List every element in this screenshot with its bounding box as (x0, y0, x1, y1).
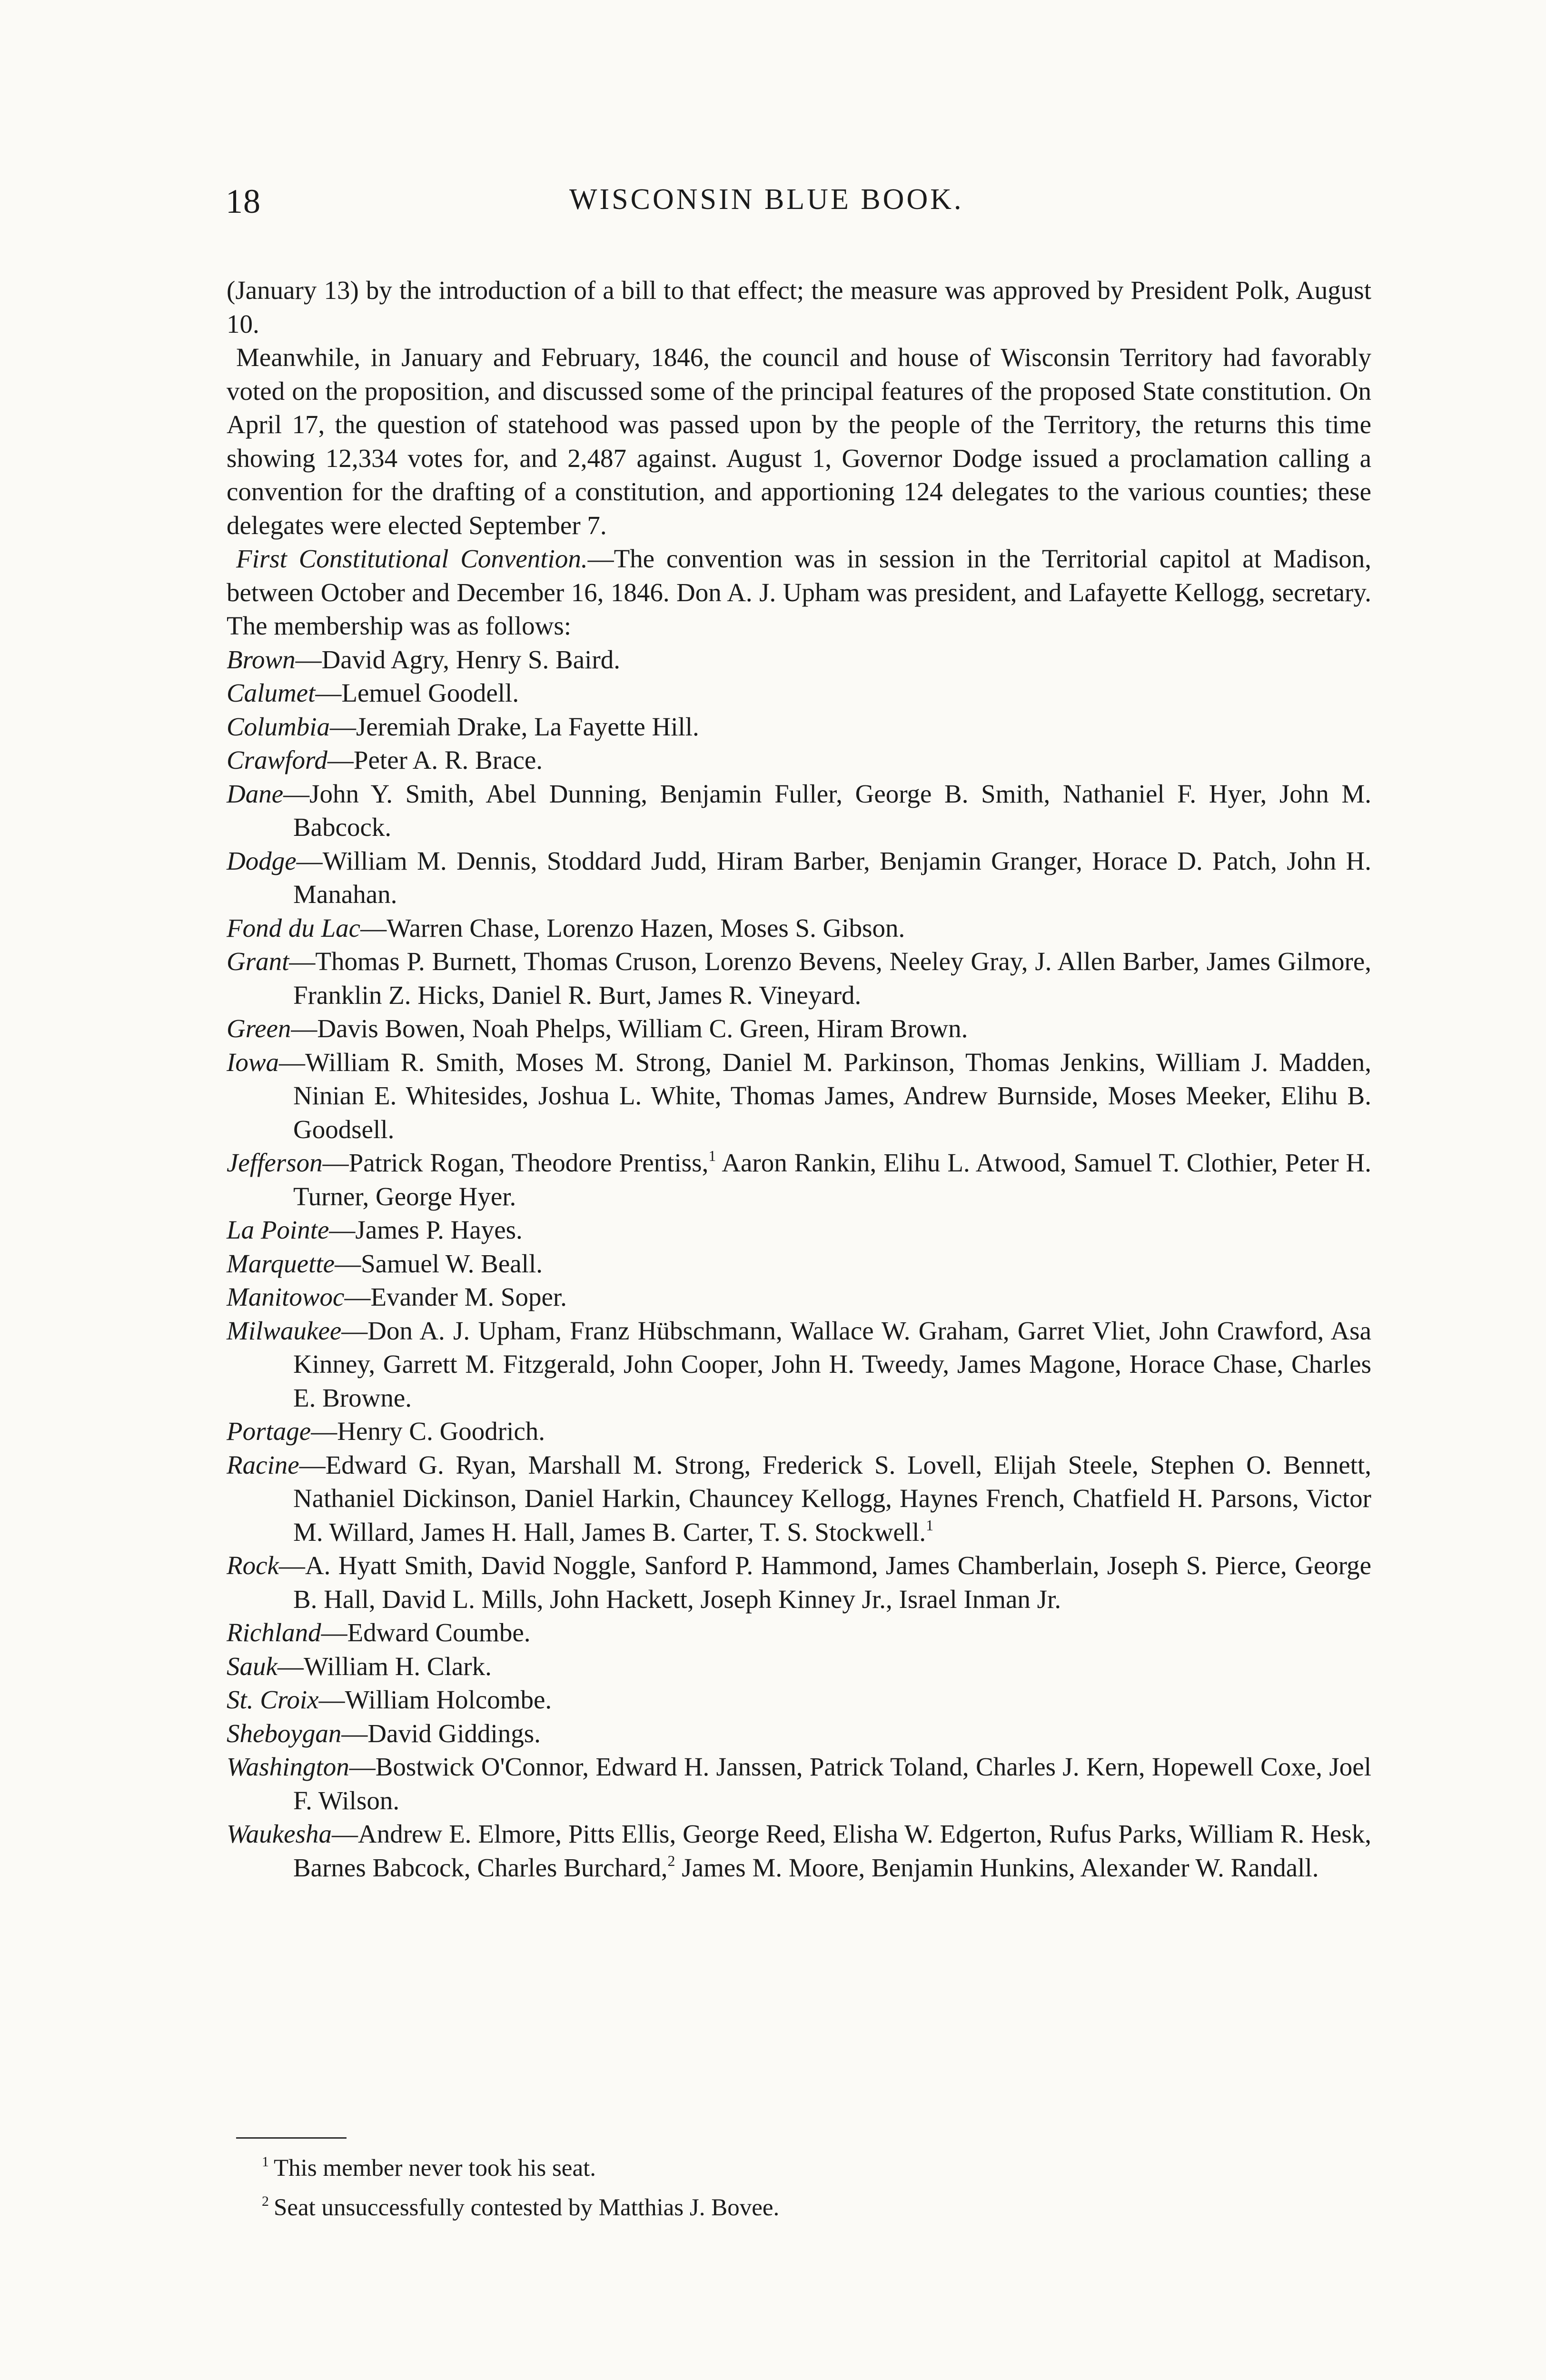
convention-paragraph (227, 542, 1371, 643)
county-name: Dane (227, 779, 284, 808)
county-name: Calumet (227, 678, 316, 707)
footnote-text: Seat unsuccessfully contested by Matthias J. Bovee. (274, 2194, 780, 2221)
member-entry (227, 676, 1371, 710)
delegate-names: —David Agry, Henry S. Baird. (295, 645, 620, 674)
convention-text: —The convention was in session in the Territorial capitol at Madison, between October and December 16, 1846. Don A. J. Upham was president, and Lafayette Kellogg, secretary. The membership was as follows: (227, 544, 1371, 640)
member-entry (227, 1616, 1371, 1650)
member-entry (227, 710, 1371, 744)
member-entry (227, 1549, 1371, 1616)
delegate-names: —Patrick Rogan, Theodore Prentiss, (322, 1148, 709, 1177)
delegate-names: —John Y. Smith, Abel Dunning, Benjamin Fuller, George B. Smith, Nathaniel F. Hyer, John M. Babcock. (283, 779, 1371, 842)
delegate-names: —Davis Bowen, Noah Phelps, William C. Green, Hiram Brown. (291, 1014, 968, 1043)
footnote-mark: 2 (262, 2193, 269, 2209)
county-name: Washington (227, 1752, 349, 1781)
member-entry (227, 1448, 1371, 1549)
member-entry (227, 1717, 1371, 1751)
member-entry (227, 1750, 1371, 1817)
county-name: Fond du Lac (227, 913, 361, 942)
county-name: Columbia (227, 712, 330, 741)
county-name: La Pointe (227, 1215, 329, 1244)
county-name: St. Croix (227, 1685, 319, 1714)
delegate-names: —Samuel W. Beall. (335, 1249, 543, 1278)
delegate-names: —A. Hyatt Smith, David Noggle, Sanford P. Hammond, James Chamberlain, Joseph S. Pierce, George B. Hall, David L. Mills, John Hackett, Joseph Kinney Jr., Israel Inman Jr. (278, 1551, 1371, 1614)
footnote-reference: 2 (667, 1852, 675, 1869)
statehood-paragraph: Meanwhile, in January and February, 1846, the council and house of Wisconsin Territory had favorably voted on the proposition, and discussed some of the principal features of the proposed State constitution. On April 17, the question of statehood was passed upon by the people of the Territory, the returns this time showing 12,334 votes for, and 2,487 against. August 1, Governor Dodge issued a proclamation calling a convention for the drafting of a constitution, and apportioning 124 delegates to the various counties; these delegates were elected September 7. (227, 343, 1371, 540)
delegate-names: —David Giddings. (341, 1718, 541, 1748)
member-entry (227, 1314, 1371, 1415)
county-name: Waukesha (227, 1819, 332, 1848)
footnote-rule (236, 2137, 347, 2139)
county-name: Manitowoc (227, 1282, 345, 1311)
member-entry (227, 1650, 1371, 1684)
county-name: Sheboygan (227, 1718, 342, 1748)
county-name: Brown (227, 645, 296, 674)
convention-heading: First Constitutional Convention. (236, 544, 588, 573)
member-entry (227, 1415, 1371, 1448)
footnote-reference: 1 (708, 1147, 716, 1164)
member-entry (227, 1280, 1371, 1314)
member-entry (227, 912, 1371, 945)
county-name: Sauk (227, 1651, 277, 1681)
county-name: Iowa (227, 1047, 279, 1077)
delegate-names: —Lemuel Goodell. (315, 678, 519, 707)
delegate-names: —Edward G. Ryan, Marshall M. Strong, Frederick S. Lovell, Elijah Steele, Stephen O. Bennett, Nathaniel Dickinson, Daniel Harkin, Chauncey Kellogg, Haynes French, Chatfield H. Parsons, Victor M. Willard, James H. Hall, James B. Carter, T. S. Stockwell. (293, 1450, 1371, 1547)
county-name: Milwaukee (227, 1316, 342, 1345)
footnote-text: This member never took his seat. (274, 2155, 596, 2182)
delegate-names: —William R. Smith, Moses M. Strong, Daniel M. Parkinson, Thomas Jenkins, William J. Madden, Ninian E. Whitesides, Joshua L. White, Thomas James, Andrew Burnside, Moses Meeker, Elihu B. Goodsell. (279, 1047, 1371, 1144)
delegate-names: —Jeremiah Drake, La Fayette Hill. (329, 712, 699, 741)
member-entry (227, 1817, 1371, 1884)
county-name: Richland (227, 1618, 321, 1647)
delegate-names: —Thomas P. Burnett, Thomas Cruson, Lorenzo Bevens, Neeley Gray, J. Allen Barber, James Gilmore, Franklin Z. Hicks, Daniel R. Burt, James R. Vineyard. (289, 947, 1371, 1010)
delegate-names: —William H. Clark. (277, 1651, 492, 1681)
page-body (227, 274, 1371, 1884)
county-name: Rock (227, 1551, 279, 1580)
county-name: Portage (227, 1417, 311, 1446)
delegate-names: —Andrew E. Elmore, Pitts Ellis, George Reed, Elisha W. Edgerton, Rufus Parks, William R. Hesk, Barnes Babcock, Charles Burchard, (293, 1819, 1371, 1882)
delegate-names: —Evander M. Soper. (344, 1282, 567, 1311)
footnote-reference: 1 (926, 1516, 934, 1534)
county-name: Marquette (227, 1249, 335, 1278)
county-name: Crawford (227, 745, 327, 774)
member-entry (227, 777, 1371, 844)
footnotes (227, 2137, 1371, 2224)
delegate-names: —William Holcombe. (318, 1685, 552, 1714)
member-entry (227, 1146, 1371, 1213)
member-entry (227, 1046, 1371, 1147)
delegate-names-continued: James M. Moore, Benjamin Hunkins, Alexander W. Randall. (675, 1853, 1319, 1882)
delegate-names: —William M. Dennis, Stoddard Judd, Hiram Barber, Benjamin Granger, Horace D. Patch, John H. Manahan. (293, 846, 1371, 909)
delegate-names: —Henry C. Goodrich. (311, 1417, 545, 1446)
membership-list (227, 643, 1371, 1885)
delegate-names: —Warren Chase, Lorenzo Hazen, Moses S. Gibson. (360, 913, 905, 942)
member-entry (227, 945, 1371, 1012)
footnote-2 (262, 2185, 1371, 2224)
delegate-names: —Peter A. R. Brace. (327, 745, 543, 774)
footnote-mark: 1 (262, 2154, 269, 2170)
county-name: Green (227, 1014, 291, 1043)
delegate-names-continued: Aaron Rankin, Elihu L. Atwood, Samuel T. Clothier, Peter H. Turner, George Hyer. (293, 1148, 1372, 1211)
member-entry (227, 744, 1371, 777)
delegate-names: —Bostwick O'Connor, Edward H. Janssen, Patrick Toland, Charles J. Kern, Hopewell Coxe, Joel F. Wilson. (293, 1752, 1371, 1815)
county-name: Dodge (227, 846, 297, 875)
member-entry (227, 1247, 1371, 1281)
footnote-1 (262, 2145, 1371, 2185)
member-entry (227, 1683, 1371, 1717)
county-name: Racine (227, 1450, 299, 1479)
delegate-names: —James P. Hayes. (329, 1215, 523, 1244)
member-entry (227, 1012, 1371, 1046)
intro-paragraph: (January 13) by the introduction of a bill to that effect; the measure was approved by President Polk, August 10. (227, 276, 1371, 338)
delegate-names: —Edward Coumbe. (321, 1618, 531, 1647)
page-number: 18 (226, 182, 261, 220)
member-entry (227, 1213, 1371, 1247)
member-entry (227, 844, 1371, 912)
delegate-names: —Don A. J. Upham, Franz Hübschmann, Wallace W. Graham, Garret Vliet, John Crawford, Asa Kinney, Garrett M. Fitzgerald, John Cooper, John H. Tweedy, James Magone, Horace Chase, Charles E. Browne. (293, 1316, 1371, 1412)
county-name: Jefferson (227, 1148, 323, 1177)
county-name: Grant (227, 947, 289, 976)
running-title: WISCONSIN BLUE BOOK. (569, 183, 964, 216)
member-entry (227, 643, 1371, 677)
